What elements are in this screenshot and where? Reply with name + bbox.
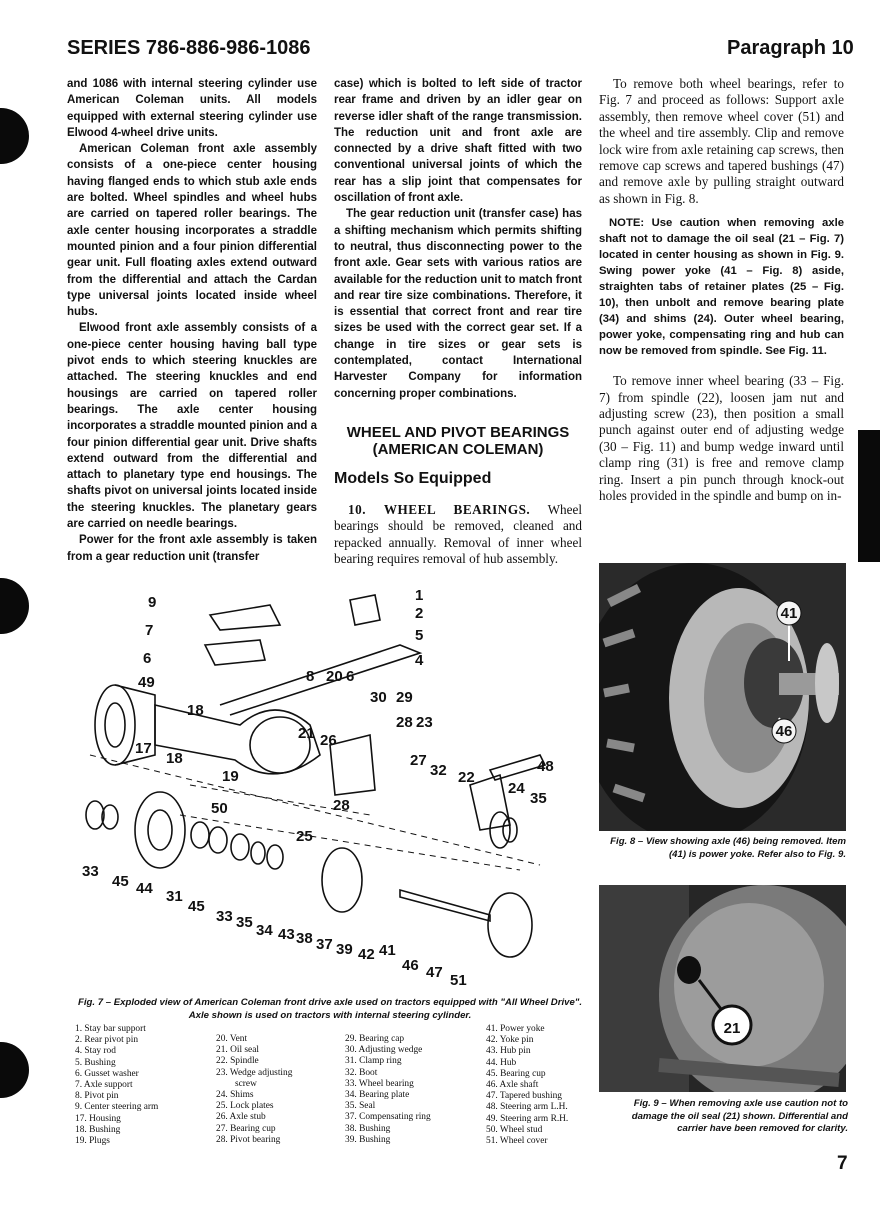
legend-item: 21. Oil seal bbox=[216, 1045, 259, 1056]
col1-paragraph-4: Power for the front axle assembly is taken from a gear reduction unit (transfer bbox=[67, 534, 317, 563]
fig7-part-label: 28 bbox=[396, 714, 413, 731]
legend-item: 1. Stay bar support bbox=[75, 1024, 146, 1034]
punch-hole-bottom bbox=[0, 1042, 29, 1098]
fig7-part-label: 44 bbox=[136, 880, 153, 897]
fig7-part-label: 27 bbox=[410, 752, 427, 769]
section-subheading: Models So Equipped bbox=[334, 469, 492, 487]
fig7-caption: Fig. 7 – Exploded view of American Coleman front drive axle used on tractors equipped with "All Wheel Drive". Axle shown is used on tractors with internal steering cylinder. bbox=[78, 997, 582, 1021]
fig7-drawing bbox=[86, 595, 545, 957]
legend-item: 19. Plugs bbox=[75, 1136, 110, 1147]
fig7-part-label: 32 bbox=[430, 762, 447, 779]
legend-item: 4. Stay rod bbox=[75, 1046, 116, 1057]
fig7-part-label: 33 bbox=[82, 863, 99, 880]
fig7-part-label: 26 bbox=[320, 732, 337, 749]
legend-item: 30. Adjusting wedge bbox=[345, 1045, 423, 1056]
legend-item: 32. Boot bbox=[345, 1067, 378, 1078]
legend-item: 41. Power yoke bbox=[486, 1024, 545, 1034]
fig7-part-label: 45 bbox=[112, 873, 129, 890]
legend-item: 47. Tapered bushing bbox=[486, 1091, 562, 1102]
legend-item: 9. Center steering arm bbox=[75, 1102, 159, 1113]
legend-item: screw bbox=[235, 1078, 257, 1089]
fig7-part-label: 29 bbox=[396, 689, 413, 706]
col2-paragraph-2: The gear reduction unit (transfer case) has a shifting mechanism which permits shifting to neutral, thus disconnecting power to the front axle. Gear sets with various ratios are available for the reduction unit to match front and rear tire size combinations. Therefore, it is essential that correct front and rear tire sizes be used with the correct gear set. If a change in tire sizes or gear sets is contemplated, contact International Harvester Company for information concerning proper combinations. bbox=[334, 208, 582, 400]
fig7-part-label: 50 bbox=[211, 800, 228, 817]
legend-item: 50. Wheel stud bbox=[486, 1124, 543, 1135]
fig7-part-label: 45 bbox=[188, 898, 205, 915]
fig7-label-group bbox=[82, 587, 554, 989]
col2-paragraph-1: case) which is bolted to left side of tractor rear frame and driven by an idler gear on reverse idler shaft of the range transmission. The reduction unit and front axle are connected by a drive shaft fitted with two conventional universal joints of which the rear has a slip joint that compensates for oscillation of front axle. bbox=[334, 78, 582, 205]
fig7-legend-col2 bbox=[216, 1034, 292, 1146]
fig7-part-label: 20 bbox=[326, 668, 343, 685]
fig7-part-label: 38 bbox=[296, 930, 313, 947]
fig7-part-label: 51 bbox=[450, 972, 467, 989]
page-number: 7 bbox=[837, 1153, 848, 1174]
legend-item: 26. Axle stub bbox=[216, 1112, 266, 1123]
fig7-part-label: 6 bbox=[143, 650, 152, 667]
series-header: SERIES 786-886-986-1086 bbox=[67, 37, 311, 59]
legend-item: 38. Bushing bbox=[345, 1123, 391, 1134]
fig7-part-label: 5 bbox=[415, 627, 424, 644]
legend-item: 17. Housing bbox=[75, 1113, 121, 1124]
legend-item: 27. Bearing cup bbox=[216, 1123, 276, 1134]
col1-paragraph-2: American Coleman front axle assembly consists of a one-piece center housing having flanged ends to which stub axle ends are bolted. Wheel spindles and wheel hubs are carried on tapered roller bearings. The axle center housing incorporates a straddle mounted pinion and a four pinion differential gear unit. Full floating axles extend outward from the differential and attach the Cardan type universal joints located inside wheel hubs. bbox=[67, 143, 317, 319]
fig7-part-label: 30 bbox=[370, 689, 387, 706]
legend-item: 29. Bearing cap bbox=[345, 1034, 405, 1044]
legend-item: 22. Spindle bbox=[216, 1056, 259, 1067]
fig8-photo bbox=[599, 563, 846, 831]
fig9-photo-illustration bbox=[599, 885, 846, 1092]
paragraph-header: Paragraph 10 bbox=[727, 37, 854, 59]
fig7-part-label: 43 bbox=[278, 926, 295, 943]
legend-item: 48. Steering arm L.H. bbox=[486, 1102, 568, 1113]
fig7-part-label: 22 bbox=[458, 769, 475, 786]
fig7-part-label: 18 bbox=[166, 750, 183, 767]
fig7-part-label: 6 bbox=[346, 668, 355, 685]
legend-item: 35. Seal bbox=[345, 1101, 376, 1112]
legend-item: 49. Steering arm R.H. bbox=[486, 1113, 569, 1124]
fig7-part-label: 48 bbox=[537, 758, 554, 775]
legend-item: 45. Bearing cup bbox=[486, 1068, 546, 1079]
section-heading: WHEEL AND PIVOT BEARINGS (AMERICAN COLEMAN) bbox=[346, 423, 570, 458]
fig7-part-label: 41 bbox=[379, 942, 396, 959]
legend-item: 44. Hub bbox=[486, 1057, 517, 1068]
fig7-part-label: 35 bbox=[236, 914, 253, 931]
column-1 bbox=[67, 76, 317, 565]
legend-item: 39. Bushing bbox=[345, 1134, 391, 1145]
fig8-photo-illustration bbox=[599, 563, 846, 831]
legend-item: 2. Rear pivot pin bbox=[75, 1035, 139, 1046]
legend-item: 6. Gusset washer bbox=[75, 1068, 139, 1079]
column-2 bbox=[334, 76, 582, 568]
fig7-part-label: 25 bbox=[296, 828, 313, 845]
fig7-part-label: 18 bbox=[187, 702, 204, 719]
legend-item: 46. Axle shaft bbox=[486, 1080, 539, 1091]
legend-item: 25. Lock plates bbox=[216, 1101, 274, 1112]
legend-item: 5. Bushing bbox=[75, 1057, 116, 1068]
col3-paragraph-1: To remove both wheel bearings, refer to Fig. 7 and proceed as follows: Support axle assembly, then remove wheel cover (51) and the wheel and tire assembly. Clip and remove lock wire from axle retaining cap screws, then remove cap screws and tapered bushings (47) and remove axle by pulling straight outward as shown in Fig. 8. bbox=[599, 76, 844, 206]
fig9-photo bbox=[599, 885, 846, 1092]
legend-item: 34. Bearing plate bbox=[345, 1090, 410, 1101]
fig7-part-label: 42 bbox=[358, 946, 375, 963]
legend-item: 7. Axle support bbox=[75, 1080, 133, 1091]
legend-item: 33. Wheel bearing bbox=[345, 1078, 414, 1089]
fig7-part-label: 23 bbox=[416, 714, 433, 731]
caution-note: NOTE: Use caution when removing axle shaft not to damage the oil seal (21 – Fig. 7) located in center housing as shown in Fig. 9. Swing power yoke (41 – Fig. 8) aside, straighten tabs of retainer plates (25 – Fig. 10), then unbolt and remove bearing plate (34) and shims (24). Outer wheel bearing, power yoke, compensating ring and hub can now be removed from spindle. See Fig. 11. bbox=[599, 217, 844, 358]
col1-paragraph-1: and 1086 with internal steering cylinder use American Coleman units. All models equipped with external steering cylinder use Elwood 4-wheel drive units. bbox=[67, 78, 317, 139]
punch-hole-top bbox=[0, 108, 29, 164]
fig8-caption: Fig. 8 – View showing axle (46) being removed. Item (41) is power yoke. Refer also to Fig. 9. bbox=[610, 836, 846, 860]
fig7-part-label: 24 bbox=[508, 780, 525, 797]
fig7-exploded-diagram bbox=[70, 585, 590, 990]
punch-hole-middle bbox=[0, 578, 29, 634]
legend-item: 31. Clamp ring bbox=[345, 1056, 402, 1067]
legend-item: 20. Vent bbox=[216, 1034, 248, 1044]
legend-item: 18. Bushing bbox=[75, 1124, 121, 1135]
fig7-part-label: 9 bbox=[148, 594, 157, 611]
callout-21-label: 21 bbox=[723, 1020, 741, 1037]
fig7-part-label: 47 bbox=[426, 964, 443, 981]
fig7-part-label: 7 bbox=[145, 622, 154, 639]
legend-item: 23. Wedge adjusting bbox=[216, 1067, 293, 1078]
fig7-part-label: 35 bbox=[530, 790, 547, 807]
legend-item: 42. Yoke pin bbox=[486, 1035, 534, 1046]
callout-46-label: 46 bbox=[775, 723, 793, 740]
wheel-bearings-text: Wheel bearings should be removed, cleaned and repacked annually. Removal of inner wheel bearing requires removal of hub assembly. bbox=[334, 501, 582, 567]
fig7-part-label: 31 bbox=[166, 888, 183, 905]
fig7-part-label: 28 bbox=[333, 797, 350, 814]
fig7-part-label: 34 bbox=[256, 922, 273, 939]
fig7-legend-col4 bbox=[486, 1024, 568, 1147]
legend-item: 43. Hub pin bbox=[486, 1046, 531, 1057]
legend-item: 8. Pivot pin bbox=[75, 1091, 119, 1102]
legend-item: 51. Wheel cover bbox=[486, 1136, 548, 1147]
edge-tab-marker bbox=[858, 430, 880, 562]
fig7-part-label: 49 bbox=[138, 674, 155, 691]
fig7-part-label: 17 bbox=[135, 740, 152, 757]
fig7-part-label: 19 bbox=[222, 768, 239, 785]
fig7-part-label: 46 bbox=[402, 957, 419, 974]
fig7-legend-col3 bbox=[345, 1034, 431, 1146]
fig7-part-label: 1 bbox=[415, 587, 424, 604]
fig7-part-label: 33 bbox=[216, 908, 233, 925]
fig7-part-label: 4 bbox=[415, 652, 424, 669]
fig7-part-label: 21 bbox=[298, 725, 315, 742]
wheel-bearings-lead: 10. WHEEL BEARINGS. bbox=[348, 501, 531, 517]
fig7-part-label: 8 bbox=[306, 668, 315, 685]
fig7-legend-col1 bbox=[75, 1024, 158, 1147]
legend-item: 24. Shims bbox=[216, 1090, 254, 1101]
legend-item: 37. Compensating ring bbox=[345, 1112, 431, 1123]
legend-item: 28. Pivot bearing bbox=[216, 1134, 281, 1145]
col1-paragraph-3: Elwood front axle assembly consists of a one-piece center housing having ball type pivot ends to which steering knuckles are attached. The steering knuckles and end housings are carried on tapered roller bearings. The axle center housing incorporates a straddle mounted pinion and a four pinion differential gear unit. Drive shafts extend outward from the differential and attach to planetary type end housings. The shafts pivot on universal joints located inside the steering knuckles. The planetary gears are carried on needle bearings. bbox=[67, 322, 317, 531]
fig7-part-label: 2 bbox=[415, 605, 424, 622]
column-3 bbox=[599, 76, 844, 505]
fig9-caption: Fig. 9 – When removing axle use caution not to damage the oil seal (21) shown. Differential and carrier have been removed for clarity. bbox=[631, 1098, 848, 1134]
col3-paragraph-2: To remove inner wheel bearing (33 – Fig. 7) from spindle (22), loosen jam nut and adjusting screw (23), then position a small punch against outer end of adjusting wedge (30 – Fig. 11) and bump wedge inward until clamp ring (31) is free and remove clamp ring. Insert a pin punch through knock-out holes provided in the spindle and bump on in- bbox=[599, 373, 844, 504]
fig7-part-label: 39 bbox=[336, 941, 353, 958]
callout-41-label: 41 bbox=[780, 605, 798, 622]
fig7-part-label: 37 bbox=[316, 936, 333, 953]
col2-paragraph-3 bbox=[334, 502, 582, 568]
